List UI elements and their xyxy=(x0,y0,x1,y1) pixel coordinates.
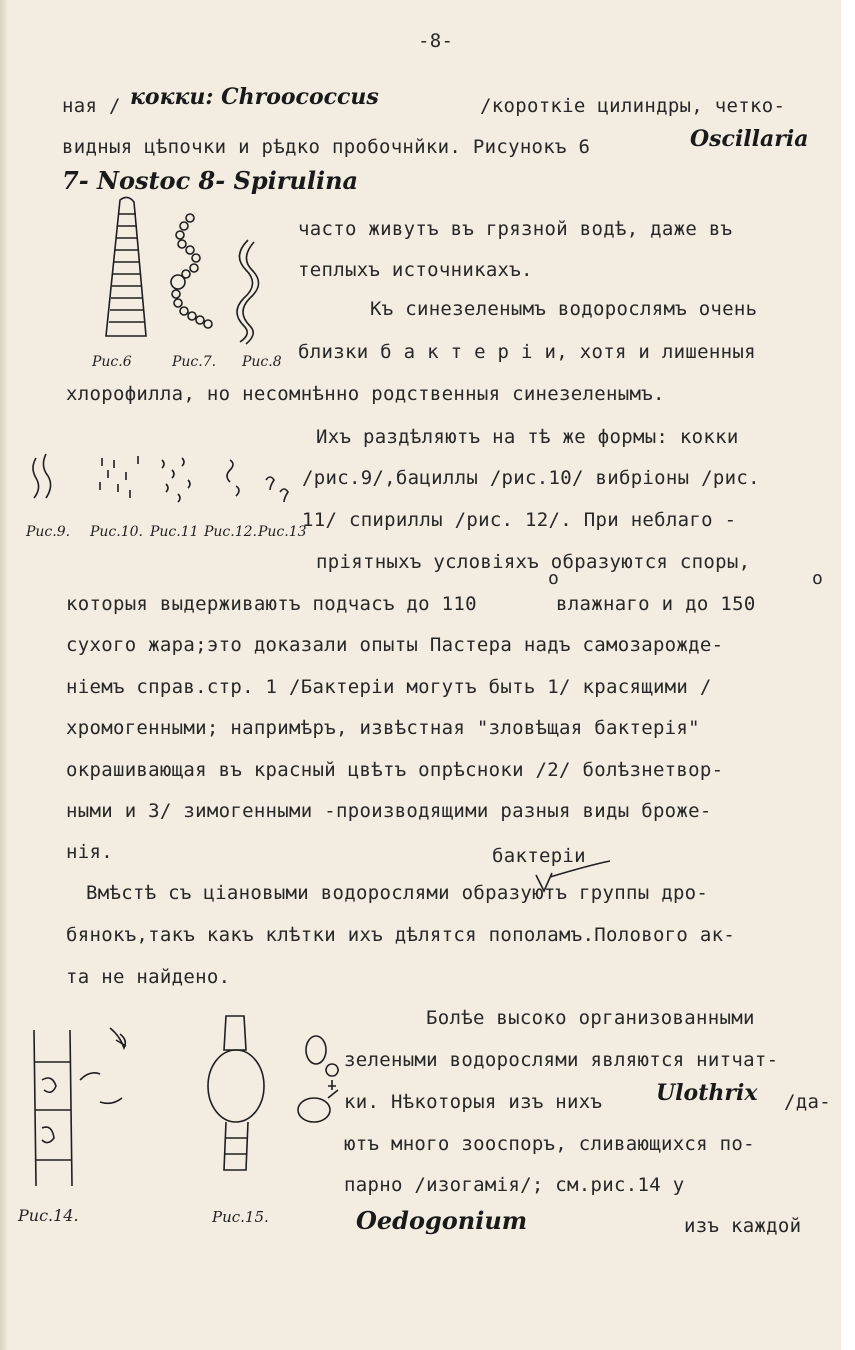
text-line: Вмѣстѣ съ ціановыми водорослями образуютъ группы дро- xyxy=(86,882,709,904)
text-line: ными и 3/ зимогенными -производящими разныя виды броже- xyxy=(66,800,712,822)
figure-oscillaria xyxy=(98,196,158,346)
page-edge-right xyxy=(841,0,855,1350)
figure-oedogonium xyxy=(196,1010,276,1180)
text-line: та не найдено. xyxy=(66,966,231,988)
text-line: парно /изогамія/; см.рис.14 у xyxy=(344,1174,685,1196)
degree-mark: о xyxy=(548,568,559,589)
text-line: влажнаго и до 150 xyxy=(556,593,756,615)
text-line: /короткіе цилиндры, четко- xyxy=(480,95,786,117)
figure-spirulina xyxy=(226,236,266,346)
figure-caption: Рис.10. xyxy=(90,524,143,540)
text-line: ніемъ справ.стр. 1 /Бактеріи могутъ быть 1/ красящими / xyxy=(66,676,712,698)
text-line: /рис.9/,бациллы /рис.10/ вибріоны /рис. xyxy=(302,467,760,489)
figure-ulothrix xyxy=(20,1010,150,1190)
inserted-word: бактеріи xyxy=(492,845,586,867)
figure-caption: Рис.9. xyxy=(26,524,71,540)
text-line: Болѣе высоко организованными xyxy=(426,1007,755,1029)
text-line: видныя цѣпочки и рѣдко пробочнйки. Рисунокъ 6 xyxy=(62,136,591,158)
page-edge-left xyxy=(0,0,7,1350)
handwritten-annotation: кокки: Chroococcus xyxy=(130,84,379,110)
figure-caption: Рис.8 xyxy=(242,354,282,370)
handwritten-annotation: Oscillaria xyxy=(690,126,809,152)
text-line: нія. xyxy=(66,841,113,863)
handwritten-annotation: 7- Nostoc 8- Spirulina xyxy=(62,166,359,195)
text-line: часто живутъ въ грязной водѣ, даже въ xyxy=(298,218,733,240)
text-line: близки б а к т е р і и, хотя и лишенныя xyxy=(298,341,756,363)
text-line: пріятныхъ условіяхъ образуются споры, xyxy=(316,551,751,573)
text-line: теплыхъ источникахъ. xyxy=(298,259,533,281)
text-line: зелеными водорослями являются нитчат- xyxy=(344,1049,779,1071)
text-line: Ихъ раздѣляютъ на тѣ же формы: кокки xyxy=(316,426,739,448)
text-line: Къ синезеленымъ водорослямъ очень xyxy=(370,298,758,320)
figure-bacteria-forms xyxy=(22,440,302,520)
text-line: /да- xyxy=(784,1091,831,1113)
handwritten-annotation: Oedogonium xyxy=(356,1206,528,1235)
text-line: сухого жара;это доказали опыты Пастера надъ самозарожде- xyxy=(66,634,724,656)
handwritten-annotation: Ulothrix xyxy=(656,1080,758,1106)
text-line: окрашивающая въ красный цвѣтъ опрѣсноки /2/ болѣзнетвор- xyxy=(66,759,724,781)
text-line: 11/ спириллы /рис. 12/. При неблаго - xyxy=(302,509,737,531)
figure-nostoc xyxy=(160,210,220,350)
figure-caption: Рис.14. xyxy=(18,1206,79,1225)
figure-caption: Рис.15. xyxy=(212,1208,269,1226)
figure-caption: Рис.7. xyxy=(172,354,217,370)
figure-caption: Рис.12. xyxy=(204,524,257,540)
text-line: ютъ много зооспоръ, сливающихся по- xyxy=(344,1133,755,1155)
figure-oedogonium-parts xyxy=(288,1032,348,1132)
text-line: хромогенными; напримѣръ, извѣстная "зловѣщая бактерія" xyxy=(66,717,700,739)
text-line: которыя выдерживаютъ подчасъ до 110 xyxy=(66,593,477,615)
text-line: ки. Нѣкоторыя изъ нихъ xyxy=(344,1091,603,1113)
text-line: ная / xyxy=(62,95,121,117)
text-line: бянокъ,такъ какъ клѣтки ихъ дѣлятся пополамъ.Полового ак- xyxy=(66,924,736,946)
degree-mark: о xyxy=(812,568,823,589)
figure-caption: Рис.11 xyxy=(150,524,199,540)
text-line: хлорофилла, но несомнѣнно родственныя синезеленымъ. xyxy=(66,383,665,405)
figure-caption: Рис.6 xyxy=(92,354,132,370)
text-line: изъ каждой xyxy=(684,1215,802,1237)
figure-caption: Рис.13 xyxy=(258,524,307,540)
page-number: -8- xyxy=(418,30,454,52)
